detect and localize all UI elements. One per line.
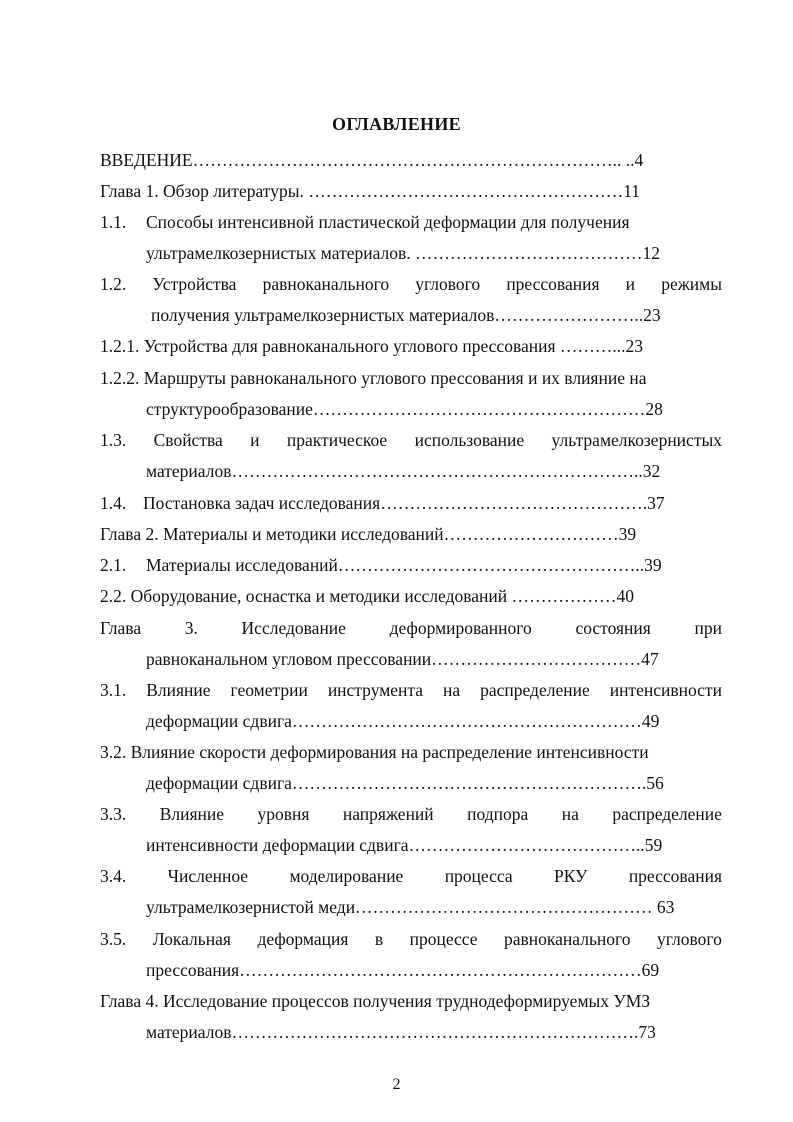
- toc-entry-3-3: [100, 800, 722, 828]
- toc-word: и: [250, 430, 260, 450]
- toc-word: Численное: [167, 866, 249, 886]
- toc-word: в: [374, 929, 384, 949]
- toc-entry-text: структурообразование…………………………………………………28: [146, 399, 663, 419]
- toc-word: РКУ: [554, 866, 588, 886]
- toc-entry-text: материалов…………………………………………………………….73: [146, 1022, 656, 1042]
- toc-word: равноканального: [504, 929, 631, 949]
- toc-word: моделирование: [289, 866, 404, 886]
- toc-entry-1-3-continued: [0, 457, 793, 485]
- toc-word: практическое: [286, 430, 388, 450]
- toc-entry-3-1-continued: [0, 707, 793, 735]
- toc-word: на: [561, 804, 579, 824]
- toc-entry-3-4-continued: [0, 893, 793, 921]
- toc-word: распределение: [480, 680, 590, 700]
- toc-entry-text: 1.2.2. Маршруты равноканального углового прессования и их влияние на: [100, 368, 647, 388]
- toc-entry-1-2-1: [0, 332, 793, 360]
- toc-word: углового: [415, 274, 481, 294]
- toc-entry-1-2: [100, 270, 722, 298]
- toc-entry-text: получения ультрамелкозернистых материалов……………………..23: [151, 305, 661, 325]
- toc-entry-1-3: [100, 426, 722, 454]
- toc-word: при: [694, 618, 722, 638]
- toc-word: Локальная: [152, 929, 231, 949]
- toc-entry-text: прессования……………………………………………………………69: [146, 960, 660, 980]
- toc-entry-text: 3.2. Влияние скорости деформирования на распределение интенсивности: [100, 742, 649, 762]
- toc-entry-text: интенсивности деформации сдвига…………………………………..59: [146, 835, 663, 855]
- toc-word: на: [443, 680, 461, 700]
- toc-entry-text: Материалы исследований……………………………………………..39: [146, 555, 662, 575]
- toc-word: 1.3.: [100, 430, 127, 450]
- toc-entry-text: 2.2. Оборудование, оснастка и методики исследований ………………40: [100, 586, 635, 606]
- toc-word: Глава: [100, 618, 142, 638]
- toc-word: процесса: [444, 866, 513, 886]
- toc-word: деформация: [257, 929, 349, 949]
- toc-word: 1.2.: [100, 274, 127, 294]
- toc-entry-text: 1.2.1. Устройства для равноканального углового прессования ………...23: [100, 336, 644, 356]
- toc-entry-intro: [0, 146, 793, 174]
- toc-entry-3-2-continued: [0, 769, 793, 797]
- toc-entry-text: Способы интенсивной пластической деформации для получения: [146, 212, 630, 232]
- toc-entry-2-1: [0, 551, 793, 579]
- toc-entry-text: ультрамелкозернистой меди…………………………………………… 63: [146, 897, 675, 917]
- toc-word: ультрамелкозернистых: [551, 430, 722, 450]
- toc-entry-2-2: [0, 582, 793, 610]
- toc-word: Влияние: [159, 804, 225, 824]
- toc-word: уровня: [257, 804, 310, 824]
- toc-entry-chapter-2: [0, 520, 793, 548]
- toc-word: интенсивности: [609, 680, 722, 700]
- page-number: 2: [392, 1076, 401, 1093]
- toc-word: Исследование: [241, 618, 346, 638]
- toc-entry-1-4: [0, 489, 793, 517]
- toc-entry-1-1: [0, 208, 793, 236]
- toc-entry-number: 1.1.: [100, 212, 127, 232]
- toc-word: прессования: [628, 866, 722, 886]
- toc-entry-text: Глава 1. Обзор литературы. ………………………………………………11: [100, 181, 641, 201]
- toc-entry-text: деформации сдвига…………………………………………………….56: [146, 773, 664, 793]
- toc-entry-3-5-continued: [0, 956, 793, 984]
- toc-word: углового: [657, 929, 722, 949]
- toc-word: инструмента: [327, 680, 424, 700]
- toc-word: распределение: [612, 804, 722, 824]
- toc-word: 3.: [184, 618, 198, 638]
- toc-entry-text: Постановка задач исследования……………………………………….37: [143, 493, 665, 513]
- toc-word: 3.3.: [100, 804, 127, 824]
- toc-entry-chapter-4-continued: [0, 1018, 793, 1046]
- toc-word: и: [625, 274, 636, 294]
- toc-entry-3-1: [100, 676, 722, 704]
- toc-word: режимы: [661, 274, 722, 294]
- toc-word: геометрии: [230, 680, 308, 700]
- toc-entry-text: ультрамелкозернистых материалов. …………………………………12: [146, 243, 661, 263]
- toc-entry-text: Глава 4. Исследование процессов получения труднодеформируемых УМЗ: [100, 991, 651, 1011]
- toc-entry-1-2-2: [0, 364, 793, 392]
- toc-word: прессования: [506, 274, 600, 294]
- toc-word: Влияние: [146, 680, 211, 700]
- toc-entry-3-3-continued: [0, 831, 793, 859]
- toc-entry-text: равноканальном угловом прессовании………………………………47: [146, 649, 659, 669]
- toc-entry-chapter-1: [0, 177, 793, 205]
- toc-word: Устройства: [152, 274, 237, 294]
- toc-entry-text: ВВЕДЕНИЕ……………………………………………………………….. ..4: [100, 150, 644, 170]
- toc-entry-1-2-2-continued: [0, 395, 793, 423]
- toc-entry-3-2: [0, 738, 793, 766]
- toc-entry-chapter-3: [100, 614, 722, 642]
- toc-entry-1-2-continued: [0, 301, 793, 329]
- toc-word: 3.1.: [100, 680, 127, 700]
- toc-word: 3.4.: [100, 866, 127, 886]
- toc-entry-text: деформации сдвига……………………………………………………49: [146, 711, 660, 731]
- toc-word: 3.5.: [100, 929, 127, 949]
- toc-word: деформированного: [389, 618, 532, 638]
- toc-entry-1-1-continued: [0, 239, 793, 267]
- toc-entry-3-5: [100, 925, 722, 953]
- toc-word: состояния: [575, 618, 651, 638]
- toc-entry-3-4: [100, 862, 722, 890]
- toc-word: Свойства: [153, 430, 223, 450]
- toc-title: ОГЛАВЛЕНИЕ: [332, 114, 461, 134]
- toc-word: равноканального: [262, 274, 390, 294]
- toc-entry-text: Глава 2. Материалы и методики исследований…………………………39: [100, 524, 637, 544]
- toc-entry-chapter-3-continued: [0, 645, 793, 673]
- toc-word: процессе: [409, 929, 478, 949]
- toc-entry-number: 1.4.: [100, 493, 127, 513]
- toc-word: подпора: [467, 804, 529, 824]
- toc-word: напряжений: [342, 804, 434, 824]
- toc-word: использование: [414, 430, 525, 450]
- toc-entry-chapter-4: [0, 987, 793, 1015]
- toc-entry-number: 2.1.: [100, 555, 127, 575]
- toc-entry-text: материалов……………………………………………………………..32: [146, 461, 661, 481]
